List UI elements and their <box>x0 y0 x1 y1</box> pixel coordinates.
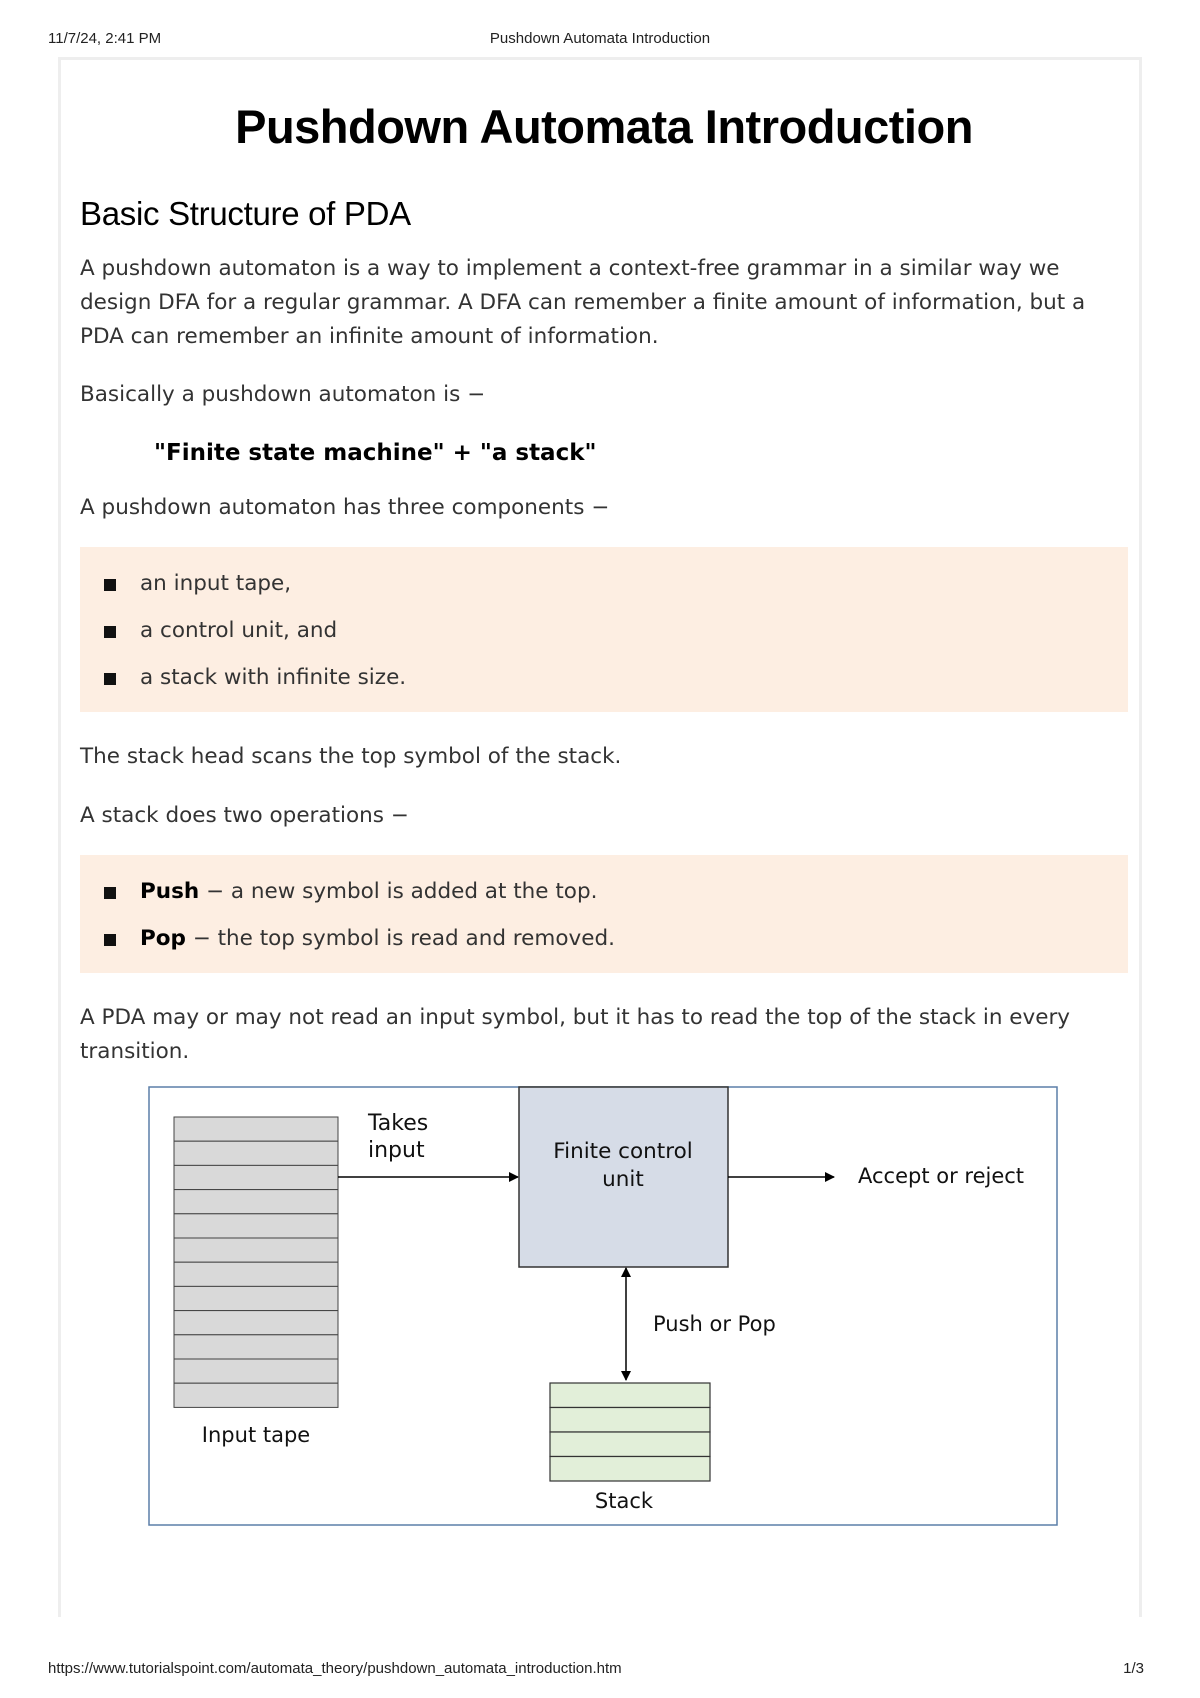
list-item-text: a stack with infinite size. <box>140 665 407 690</box>
article <box>80 57 1128 1526</box>
formula: "Finite state machine" + "a stack" <box>154 440 597 466</box>
section-heading: Basic Structure of PDA <box>80 195 411 232</box>
operation-desc: − a new symbol is added at the top. <box>199 879 598 904</box>
operations-list-box <box>80 855 1128 973</box>
operation-term: Push <box>140 879 200 904</box>
stack-cell <box>550 1383 710 1408</box>
stack-label: Stack <box>594 1489 654 1513</box>
components-intro: A pushdown automaton has three components − <box>80 495 610 520</box>
list-item <box>80 875 1128 908</box>
tape-cell <box>174 1359 338 1383</box>
input-tape-label: Input tape <box>201 1423 311 1447</box>
list-item <box>80 567 1128 600</box>
tape-cell <box>174 1141 338 1165</box>
list-item <box>80 922 1128 955</box>
print-doc-title: Pushdown Automata Introduction <box>489 30 711 47</box>
bullet-icon <box>104 887 116 899</box>
operation-desc: − the top symbol is read and removed. <box>185 926 615 951</box>
tape-cell <box>174 1286 338 1310</box>
print-page-number: 1/3 <box>1123 1660 1144 1677</box>
input-tape <box>174 1117 338 1407</box>
basically-paragraph: Basically a pushdown automaton is − <box>80 382 486 407</box>
list-item-text: an input tape, <box>140 571 292 596</box>
print-datetime: 11/7/24, 2:41 PM <box>48 30 162 47</box>
list-item <box>80 614 1128 647</box>
intro-paragraph: A pushdown automaton is a way to implement a context-free grammar in a similar way we design DFA for a regular grammar. A DFA can remember a finite amount of information, but a PDA can remember an infinite amount of information. <box>80 256 1086 349</box>
bullet-icon <box>104 934 116 946</box>
bullet-icon <box>104 579 116 591</box>
pda-diagram-svg <box>148 1086 1058 1526</box>
takes-input-label-line2: input <box>368 1138 425 1163</box>
stack <box>550 1383 710 1481</box>
tape-cell <box>174 1262 338 1286</box>
transition-paragraph: A PDA may or may not read an input symbol, but it has to read the top of the stack in every transition. <box>80 1005 1071 1064</box>
operations-intro: A stack does two operations − <box>80 803 409 828</box>
bullet-icon <box>104 673 116 685</box>
operation-term: Pop <box>140 926 186 951</box>
control-label-line2: unit <box>602 1167 644 1192</box>
tape-cell <box>174 1117 338 1141</box>
print-footer <box>48 1660 1152 1680</box>
stack-cell <box>550 1457 710 1482</box>
takes-input-label-line1: Takes <box>368 1111 429 1136</box>
pda-diagram <box>148 1086 1058 1526</box>
print-url: https://www.tutorialspoint.com/automata_theory/pushdown_automata_introduction.htm <box>48 1660 622 1677</box>
components-list-box <box>80 547 1128 712</box>
bullet-icon <box>104 626 116 638</box>
control-label-line1: Finite control <box>553 1139 693 1164</box>
stack-head-paragraph: The stack head scans the top symbol of the stack. <box>80 744 622 769</box>
print-header <box>48 30 1152 50</box>
tape-cell <box>174 1214 338 1238</box>
tape-cell <box>174 1238 338 1262</box>
list-item-text: a control unit, and <box>140 618 338 643</box>
tape-cell <box>174 1335 338 1359</box>
tape-cell <box>174 1190 338 1214</box>
operations-list <box>80 875 1128 955</box>
page-title: Pushdown Automata Introduction <box>235 100 973 153</box>
tape-cell <box>174 1165 338 1189</box>
stack-cell <box>550 1432 710 1457</box>
push-pop-label: Push or Pop <box>653 1312 776 1336</box>
tape-cell <box>174 1383 338 1407</box>
list-item <box>80 661 1128 694</box>
tape-cell <box>174 1311 338 1335</box>
stack-cell <box>550 1408 710 1433</box>
accept-reject-label: Accept or reject <box>858 1164 1025 1188</box>
components-list <box>80 567 1128 694</box>
